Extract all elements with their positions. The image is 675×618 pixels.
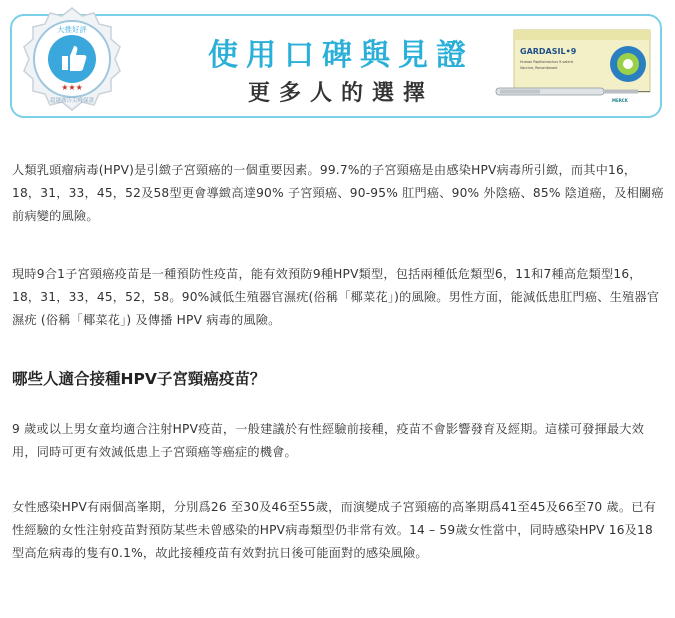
paragraph-hpv-intro: 人類乳頭瘤病毒(HPV)是引緻子宮頸癌的一個重要因素。99.7%的子宮頸癌是由感染HPV病毒所引緻，而其中16，18，31，33，45，52及58型更會導緻高達90% 子宮頸癌、90-95% 肛門癌、90% 外陰癌、85% 陰道癌，及相關癌前病變的風險。 bbox=[12, 163, 664, 223]
badge-top-text: 大推好評 bbox=[57, 25, 87, 34]
product-brand: GARDASIL•9 bbox=[520, 47, 577, 56]
badge-bottom-text: 超越廣告尖峰保證 bbox=[49, 98, 95, 104]
product-line2: Vaccine, Recombinant bbox=[520, 66, 558, 70]
product-line1: Human Papillomavirus 9-valent bbox=[520, 60, 573, 64]
vaccine-product-image bbox=[494, 28, 654, 110]
banner-subtitle: 更多人的選擇 bbox=[247, 81, 434, 106]
banner-title: 使用口碑與見證 bbox=[208, 38, 474, 73]
recommendation-badge bbox=[16, 4, 128, 116]
section-heading: 哪些人適合接種HPV子宮頸癌疫苗？ bbox=[12, 370, 266, 388]
badge-stars: ★★★ bbox=[61, 83, 83, 92]
paragraph-peak-ages: 女性感染HPV有兩個高峯期，分別爲26 至30及46至55歲，而演變成子宮頸癌的高峯期爲41至45及66至70 歲。已有性經驗的女性注射疫苗對預防某些未曾感染的HPV病毒類型仍非常有效。14 – 59歲女性當中，同時感染HPV 16及18型高危病毒的隻有0.1%，故此接種疫苗有效對抗日後可能面對的感染風險。 bbox=[12, 500, 656, 560]
paragraph-who-suitable: 9 歲或以上男女童均適合注射HPV疫苗，一般建議於有性經驗前接種，疫苗不會影響發育及經期。這樣可發揮最大效用，同時可更有效減低患上子宮頸癌等癌症的機會。 bbox=[12, 422, 645, 459]
product-maker: MERCK bbox=[612, 98, 628, 103]
paragraph-vaccine-info: 現時9合1子宮頸癌疫苗是一種預防性疫苗，能有效預防9種HPV類型，包括兩種低危類型6，11和7種高危類型16，18，31，33，45，52，58。90%減低生殖器官濕疣(俗稱「椰菜花」)的風險。男性方面，能減低患肛門癌、生殖器官濕疣 (俗稱「椰菜花」) 及傳播 HPV 病毒的風險。 bbox=[12, 267, 660, 327]
